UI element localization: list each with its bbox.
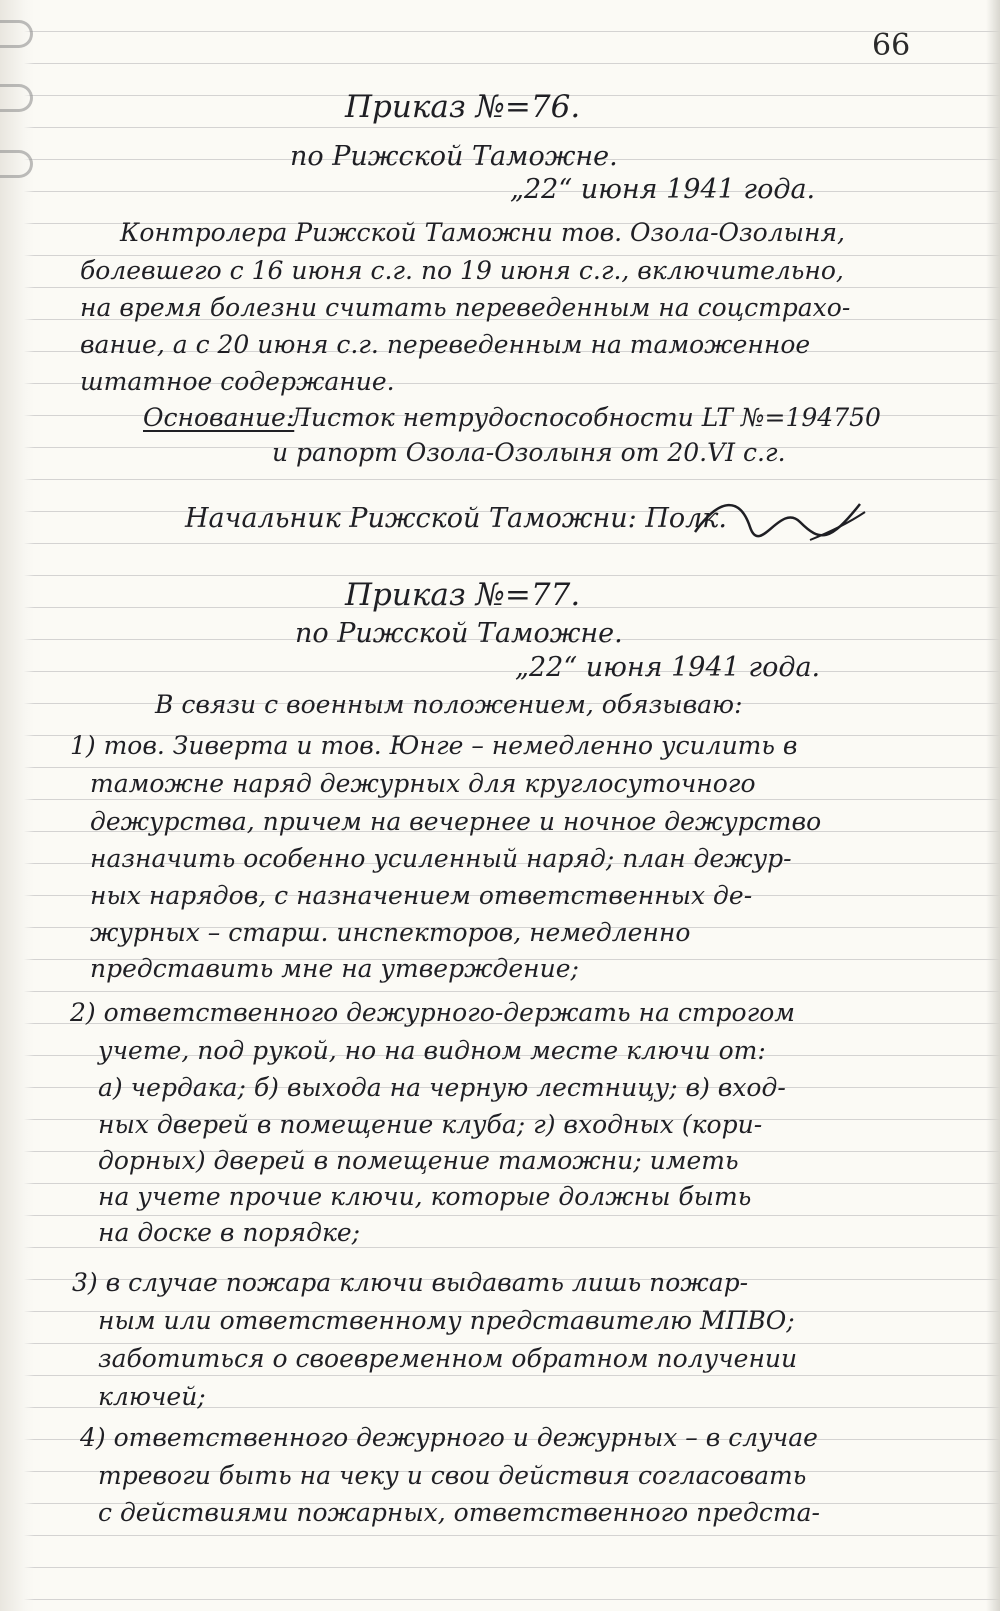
order-77-line: дежурства, причем на вечернее и ночное дежурство	[90, 807, 822, 836]
order-76-signature: Начальник Рижской Таможни: Полк.	[185, 503, 728, 534]
order-76-title: Приказ №=76.	[345, 89, 581, 125]
order-77-line: ных дверей в помещение клуба; г) входных (кори-	[98, 1110, 763, 1139]
order-76-basis-text: Листок нетрудоспособности LT №=194750	[290, 403, 881, 432]
order-76-line: вание, а с 20 июня с.г. переведенным на таможенное	[80, 330, 811, 359]
order-77-line: назначить особенно усиленный наряд; план дежур-	[90, 844, 792, 873]
order-77-title: Приказ №=77.	[345, 577, 581, 613]
order-76-line: болевшего с 16 июня с.г. по 19 июня с.г., включительно,	[80, 256, 844, 285]
order-76-subtitle: по Рижской Таможне.	[290, 141, 618, 172]
order-77-line: таможне наряд дежурных для круглосуточного	[90, 769, 756, 798]
order-76-line: штатное содержание.	[80, 367, 395, 396]
order-76-line: Контролера Рижской Таможни тов. Озола-Озолыня,	[120, 218, 845, 247]
binding-ring	[0, 150, 33, 178]
order-77-line: дорных) дверей в помещение таможни; иметь	[98, 1146, 739, 1175]
order-77-line: учете, под рукой, но на видном месте ключи от:	[98, 1036, 766, 1065]
order-77-line: журных – старш. инспекторов, немедленно	[90, 918, 691, 947]
order-77-line: ным или ответственному представителю МПВО;	[98, 1306, 795, 1335]
order-77-line: ключей;	[98, 1382, 206, 1411]
order-76-line: на время болезни считать переведенным на соцстрахо-	[80, 293, 851, 322]
order-77-line: с действиями пожарных, ответственного предста-	[98, 1498, 820, 1527]
order-76-basis-label: Основание:	[143, 403, 295, 432]
order-77-subtitle: по Рижской Таможне.	[295, 618, 623, 649]
order-77-line: на доске в порядке;	[98, 1218, 361, 1247]
order-77-intro: В связи с военным положением, обязываю:	[155, 690, 743, 719]
binding-ring	[0, 20, 33, 48]
order-77-line: представить мне на утверждение;	[90, 954, 579, 983]
order-77-line: 2) ответственного дежурного-держать на строгом	[70, 998, 796, 1027]
page-edge-shadow	[986, 0, 1000, 1611]
binding-margin	[0, 0, 34, 1611]
order-76-basis-line2: и рапорт Озола-Озолыня от 20.VI с.г.	[272, 438, 786, 467]
order-76-date: „22“ июня 1941 года.	[510, 174, 816, 205]
order-77-line: а) чердака; б) выхода на черную лестницу; в) вход-	[98, 1073, 786, 1102]
binding-ring	[0, 84, 33, 112]
order-77-line: заботиться о своевременном обратном получении	[98, 1344, 798, 1373]
order-77-line: 3) в случае пожара ключи выдавать лишь пожар-	[72, 1268, 749, 1297]
order-77-date: „22“ июня 1941 года.	[515, 652, 821, 683]
order-77-line: ных нарядов, с назначением ответственных де-	[90, 881, 753, 910]
order-77-line: 4) ответственного дежурного и дежурных – в случае	[80, 1423, 818, 1452]
order-77-line: на учете прочие ключи, которые должны быть	[98, 1182, 752, 1211]
page-number: 66	[872, 28, 911, 63]
order-77-line: тревоги быть на чеку и свои действия согласовать	[98, 1461, 807, 1490]
signature-scribble	[690, 492, 870, 552]
order-77-line: 1) тов. Зиверта и тов. Юнге – немедленно усилить в	[70, 731, 798, 760]
